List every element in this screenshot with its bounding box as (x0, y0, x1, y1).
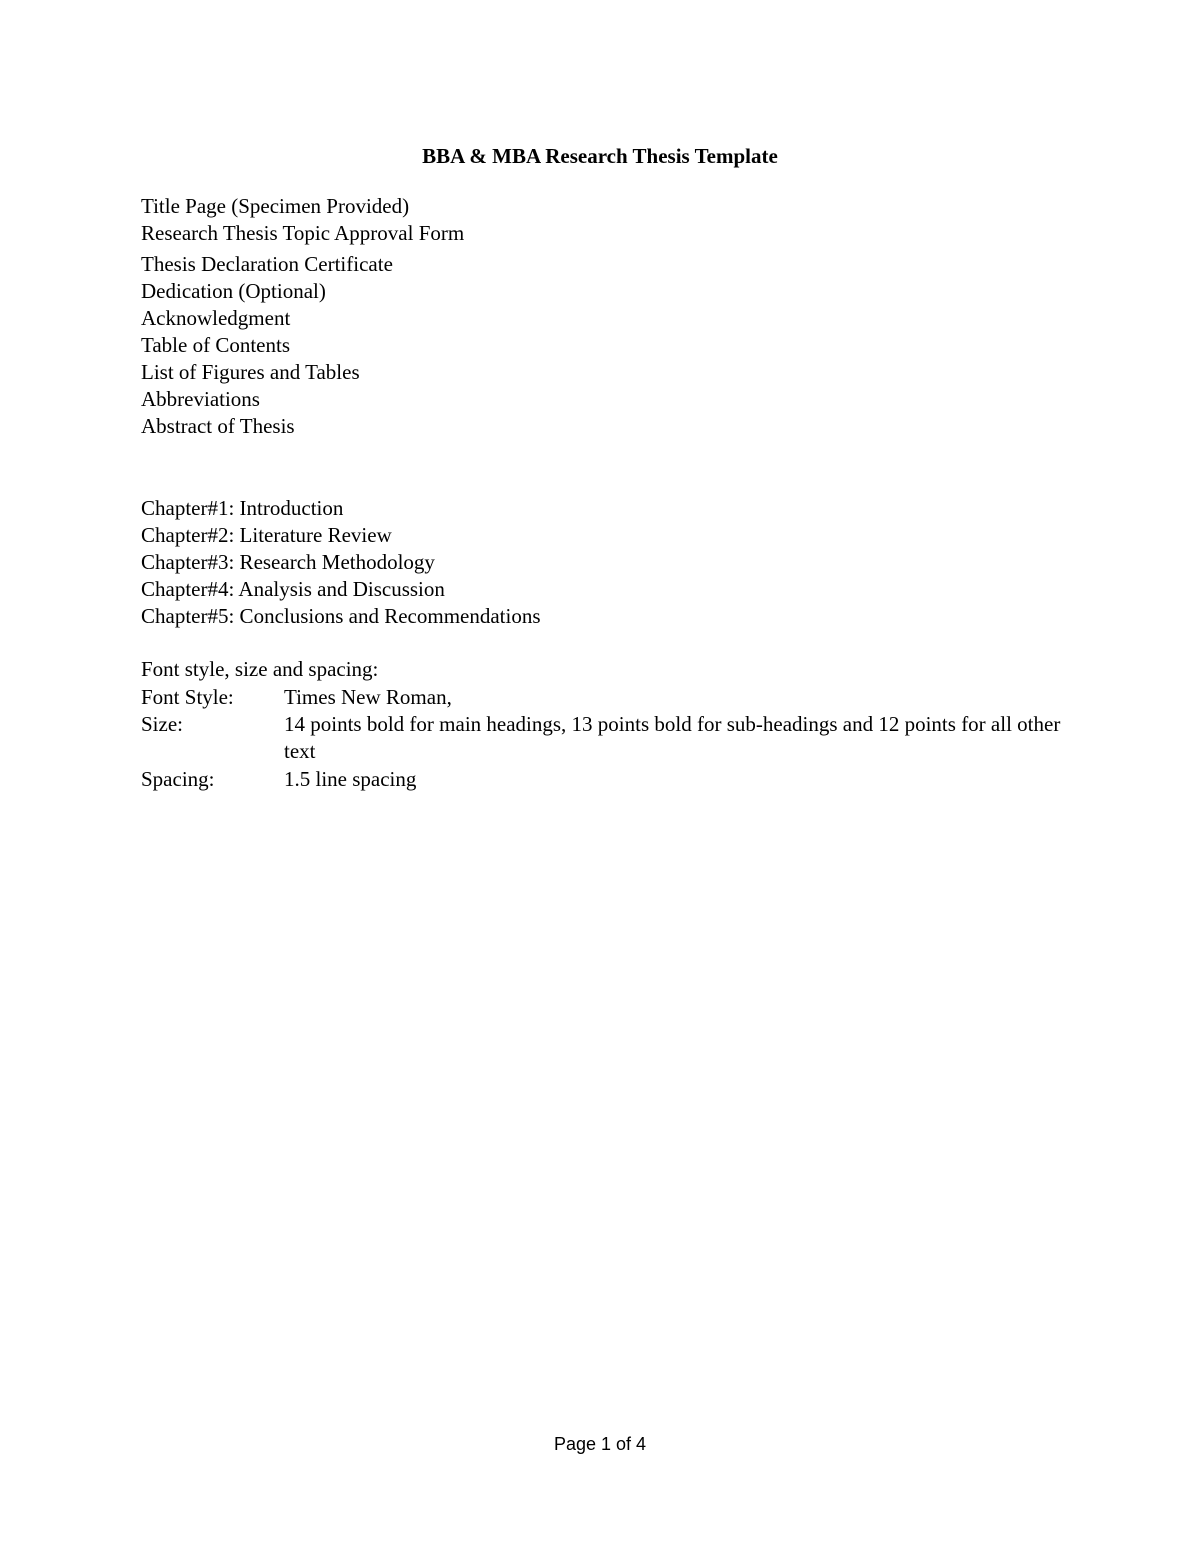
font-style-value: Times New Roman, (284, 685, 452, 709)
spacing-label: Spacing: (141, 767, 215, 791)
chapter-item-5: Chapter#5: Conclusions and Recommendations (141, 604, 541, 628)
front-matter-item-declaration: Thesis Declaration Certificate (141, 252, 393, 276)
chapter-item-1: Chapter#1: Introduction (141, 496, 344, 520)
front-matter-item-dedication: Dedication (Optional) (141, 279, 326, 303)
front-matter-item-abstract: Abstract of Thesis (141, 414, 295, 438)
front-matter-item-acknowledgment: Acknowledgment (141, 306, 291, 330)
chapter-list (141, 495, 541, 630)
front-matter-item-title-page: Title Page (Specimen Provided) (141, 194, 410, 218)
front-matter-item-table-of-contents: Table of Contents (141, 333, 290, 357)
font-style-label: Font Style: (141, 685, 234, 709)
front-matter-list (141, 193, 464, 440)
page-number-footer: Page 1 of 4 (553, 1434, 647, 1454)
chapter-item-3: Chapter#3: Research Methodology (141, 550, 435, 574)
size-value: 14 points bold for main headings, 13 points bold for sub-headings and 12 points for all other text (284, 712, 1061, 763)
spacing-value: 1.5 line spacing (284, 767, 417, 791)
chapter-item-2: Chapter#2: Literature Review (141, 523, 392, 547)
size-label: Size: (141, 712, 183, 736)
document-title: BBA & MBA Research Thesis Template (422, 144, 778, 168)
formatting-heading: Font style, size and spacing: (141, 657, 379, 681)
chapter-item-4: Chapter#4: Analysis and Discussion (141, 577, 445, 601)
front-matter-item-abbreviations: Abbreviations (141, 387, 260, 411)
front-matter-item-topic-approval: Research Thesis Topic Approval Form (141, 221, 465, 245)
front-matter-item-list-of-figures: List of Figures and Tables (141, 360, 360, 384)
